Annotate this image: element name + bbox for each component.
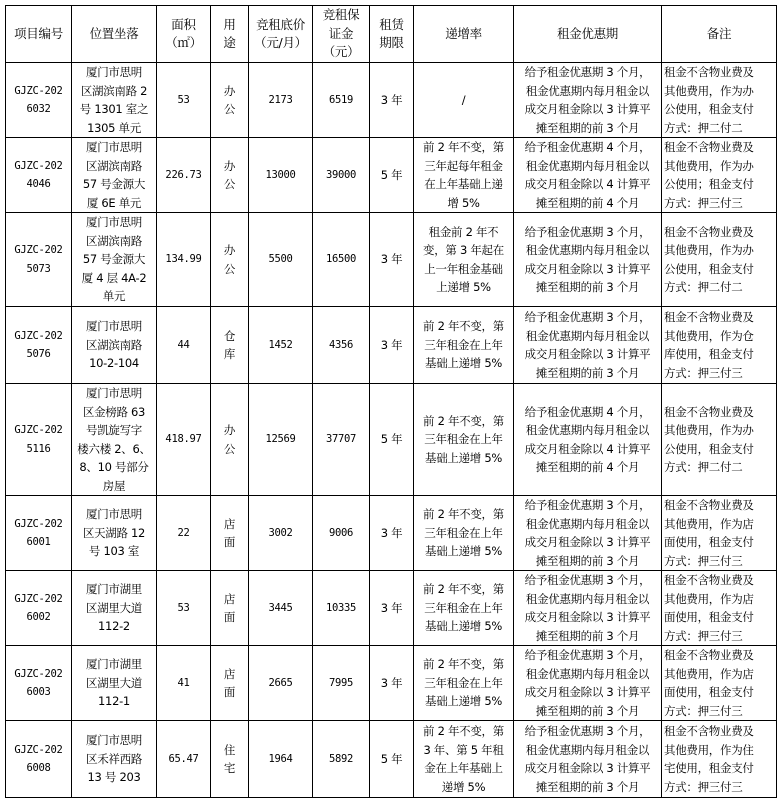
cell-remarks: 租金不含物业费及 其他费用，作为办 公使用，租金支付 方式：押二付二 bbox=[662, 384, 777, 496]
cell-area: 226.73 bbox=[157, 138, 211, 213]
cell-deposit: 5892 bbox=[313, 721, 370, 798]
cell-deposit: 39000 bbox=[313, 138, 370, 213]
cell-rent-free-period: 给予租金优惠期 3 个月， 租金优惠期内每月租金以 成交月租金除以 3 计算平 摊至租期的前 3 个月 bbox=[514, 721, 662, 798]
cell-increase-rate: 前 2 年不变，第 三年租金在上年 基础上递增 5% bbox=[414, 496, 514, 571]
cell-use: 住 宅 bbox=[211, 721, 249, 798]
cell-increase-rate: 前 2 年不变，第 三年租金在上年 基础上递增 5% bbox=[414, 646, 514, 721]
cell-base-price: 12569 bbox=[249, 384, 313, 496]
cell-deposit: 16500 bbox=[313, 213, 370, 307]
cell-rent-free-period: 给予租金优惠期 3 个月， 租金优惠期内每月租金以 成交月租金除以 3 计算平 摊至租期的前 3 个月 bbox=[514, 571, 662, 646]
cell-use: 办 公 bbox=[211, 213, 249, 307]
cell-rent-free-period: 给予租金优惠期 3 个月， 租金优惠期内每月租金以 成交月租金除以 3 计算平 摊至租期的前 3 个月 bbox=[514, 496, 662, 571]
cell-increase-rate: / bbox=[414, 63, 514, 138]
cell-use: 办 公 bbox=[211, 384, 249, 496]
header-remarks: 备注 bbox=[662, 6, 777, 63]
table-row bbox=[6, 646, 777, 721]
cell-use: 办 公 bbox=[211, 63, 249, 138]
table-row bbox=[6, 496, 777, 571]
table-row bbox=[6, 571, 777, 646]
cell-term: 3 年 bbox=[370, 63, 414, 138]
cell-use: 店 面 bbox=[211, 496, 249, 571]
cell-use: 店 面 bbox=[211, 646, 249, 721]
cell-increase-rate: 前 2 年不变，第 三年租金在上年 基础上递增 5% bbox=[414, 307, 514, 384]
cell-location: 厦门市思明 区天湖路 12 号 103 室 bbox=[72, 496, 157, 571]
cell-remarks: 租金不含物业费及 其他费用，作为办 公使用；租金支付 方式：押三付三 bbox=[662, 138, 777, 213]
cell-area: 65.47 bbox=[157, 721, 211, 798]
cell-area: 44 bbox=[157, 307, 211, 384]
cell-term: 5 年 bbox=[370, 138, 414, 213]
header-use: 用 途 bbox=[211, 6, 249, 63]
cell-base-price: 2665 bbox=[249, 646, 313, 721]
header-row bbox=[6, 6, 777, 63]
table-row bbox=[6, 63, 777, 138]
cell-project-id: GJZC-202 6008 bbox=[6, 721, 72, 798]
cell-area: 418.97 bbox=[157, 384, 211, 496]
cell-project-id: GJZC-202 4046 bbox=[6, 138, 72, 213]
cell-location: 厦门市湖里 区湖里大道 112-2 bbox=[72, 571, 157, 646]
cell-location: 厦门市思明 区金榜路 63 号凯旋写字 楼六楼 2、6、 8、10 号部分 房屋 bbox=[72, 384, 157, 496]
cell-term: 3 年 bbox=[370, 646, 414, 721]
table-row bbox=[6, 213, 777, 307]
table-row bbox=[6, 721, 777, 798]
cell-term: 3 年 bbox=[370, 571, 414, 646]
cell-location: 厦门市思明 区湖滨南路 10-2-104 bbox=[72, 307, 157, 384]
header-deposit: 竞租保 证金 （元） bbox=[313, 6, 370, 63]
cell-increase-rate: 前 2 年不变，第 3 年、第 5 年租 金在上年基础上 递增 5% bbox=[414, 721, 514, 798]
cell-area: 53 bbox=[157, 571, 211, 646]
rental-listing-table bbox=[5, 5, 777, 798]
cell-base-price: 13000 bbox=[249, 138, 313, 213]
header-increase-rate: 递增率 bbox=[414, 6, 514, 63]
cell-use: 仓 库 bbox=[211, 307, 249, 384]
cell-rent-free-period: 给予租金优惠期 4 个月， 租金优惠期内每月租金以 成交月租金除以 4 计算平 摊至租期的前 4 个月 bbox=[514, 138, 662, 213]
cell-remarks: 租金不含物业费及 其他费用，作为店 面使用，租金支付 方式：押三付三 bbox=[662, 571, 777, 646]
cell-location: 厦门市思明 区湖滨南路 57 号金源大 厦 6E 单元 bbox=[72, 138, 157, 213]
cell-project-id: GJZC-202 5076 bbox=[6, 307, 72, 384]
cell-project-id: GJZC-202 5073 bbox=[6, 213, 72, 307]
cell-base-price: 1964 bbox=[249, 721, 313, 798]
cell-remarks: 租金不含物业费及 其他费用，作为店 面使用，租金支付 方式：押三付三 bbox=[662, 496, 777, 571]
header-term: 租赁 期限 bbox=[370, 6, 414, 63]
cell-base-price: 3002 bbox=[249, 496, 313, 571]
cell-remarks: 租金不含物业费及 其他费用，作为办 公使用，租金支付 方式：押二付二 bbox=[662, 63, 777, 138]
cell-rent-free-period: 给予租金优惠期 3 个月， 租金优惠期内每月租金以 成交月租金除以 3 计算平 摊至租期的前 3 个月 bbox=[514, 213, 662, 307]
cell-increase-rate: 前 2 年不变，第 三年租金在上年 基础上递增 5% bbox=[414, 384, 514, 496]
cell-location: 厦门市思明 区禾祥西路 13 号 203 bbox=[72, 721, 157, 798]
cell-area: 134.99 bbox=[157, 213, 211, 307]
cell-deposit: 9006 bbox=[313, 496, 370, 571]
cell-location: 厦门市湖里 区湖里大道 112-1 bbox=[72, 646, 157, 721]
cell-area: 53 bbox=[157, 63, 211, 138]
cell-use: 办 公 bbox=[211, 138, 249, 213]
cell-increase-rate: 前 2 年不变，第 三年租金在上年 基础上递增 5% bbox=[414, 571, 514, 646]
cell-term: 3 年 bbox=[370, 307, 414, 384]
cell-increase-rate: 租金前 2 年不 变，第 3 年起在 上一年租金基础 上递增 5% bbox=[414, 213, 514, 307]
cell-remarks: 租金不含物业费及 其他费用，作为住 宅使用，租金支付 方式：押三付三 bbox=[662, 721, 777, 798]
cell-deposit: 7995 bbox=[313, 646, 370, 721]
cell-area: 22 bbox=[157, 496, 211, 571]
cell-deposit: 6519 bbox=[313, 63, 370, 138]
cell-base-price: 1452 bbox=[249, 307, 313, 384]
cell-deposit: 37707 bbox=[313, 384, 370, 496]
cell-location: 厦门市思明 区湖滨南路 57 号金源大 厦 4 层 4A-2 单元 bbox=[72, 213, 157, 307]
cell-remarks: 租金不含物业费及 其他费用，作为办 公使用，租金支付 方式：押二付二 bbox=[662, 213, 777, 307]
cell-project-id: GJZC-202 6002 bbox=[6, 571, 72, 646]
cell-project-id: GJZC-202 6032 bbox=[6, 63, 72, 138]
table-row bbox=[6, 138, 777, 213]
cell-deposit: 10335 bbox=[313, 571, 370, 646]
cell-base-price: 3445 bbox=[249, 571, 313, 646]
cell-deposit: 4356 bbox=[313, 307, 370, 384]
cell-increase-rate: 前 2 年不变，第 三年起每年租金 在上年基础上递 增 5% bbox=[414, 138, 514, 213]
table-body bbox=[6, 63, 777, 798]
cell-rent-free-period: 给予租金优惠期 4 个月， 租金优惠期内每月租金以 成交月租金除以 4 计算平 摊至租期的前 4 个月 bbox=[514, 384, 662, 496]
cell-project-id: GJZC-202 6003 bbox=[6, 646, 72, 721]
cell-rent-free-period: 给予租金优惠期 3 个月， 租金优惠期内每月租金以 成交月租金除以 3 计算平 摊至租期的前 3 个月 bbox=[514, 646, 662, 721]
cell-use: 店 面 bbox=[211, 571, 249, 646]
cell-location: 厦门市思明 区湖滨南路 2 号 1301 室之 1305 单元 bbox=[72, 63, 157, 138]
cell-remarks: 租金不含物业费及 其他费用，作为店 面使用，租金支付 方式：押三付三 bbox=[662, 646, 777, 721]
header-base-price: 竞租底价 （元/月） bbox=[249, 6, 313, 63]
cell-base-price: 5500 bbox=[249, 213, 313, 307]
table-row bbox=[6, 307, 777, 384]
cell-base-price: 2173 bbox=[249, 63, 313, 138]
cell-term: 3 年 bbox=[370, 213, 414, 307]
header-rent-free-period: 租金优惠期 bbox=[514, 6, 662, 63]
header-area: 面积 （㎡） bbox=[157, 6, 211, 63]
cell-area: 41 bbox=[157, 646, 211, 721]
cell-term: 5 年 bbox=[370, 721, 414, 798]
cell-term: 5 年 bbox=[370, 384, 414, 496]
cell-rent-free-period: 给予租金优惠期 3 个月， 租金优惠期内每月租金以 成交月租金除以 3 计算平 摊至租期的前 3 个月 bbox=[514, 63, 662, 138]
cell-remarks: 租金不含物业费及 其他费用，作为仓 库使用，租金支付 方式：押三付三 bbox=[662, 307, 777, 384]
cell-term: 3 年 bbox=[370, 496, 414, 571]
cell-project-id: GJZC-202 6001 bbox=[6, 496, 72, 571]
table-row bbox=[6, 384, 777, 496]
cell-project-id: GJZC-202 5116 bbox=[6, 384, 72, 496]
cell-rent-free-period: 给予租金优惠期 3 个月， 租金优惠期内每月租金以 成交月租金除以 3 计算平 摊至租期的前 3 个月 bbox=[514, 307, 662, 384]
header-project-id: 项目编号 bbox=[6, 6, 72, 63]
header-location: 位置坐落 bbox=[72, 6, 157, 63]
